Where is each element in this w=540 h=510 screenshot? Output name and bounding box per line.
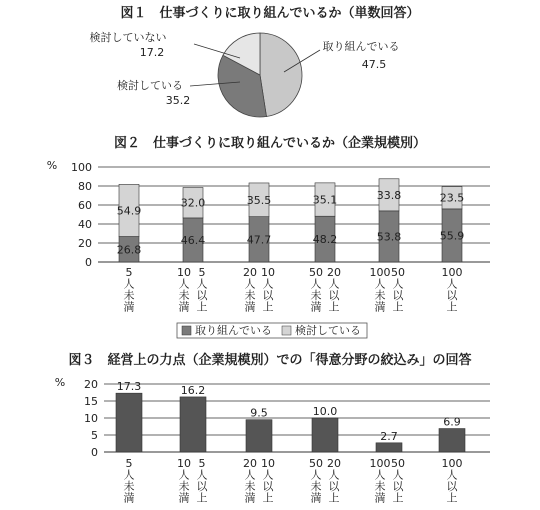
figure2-y-tick-label: 20 (78, 237, 92, 250)
figure2-legend (177, 323, 367, 338)
pie-slices (218, 33, 302, 117)
figure3-x-label-char: 人 (392, 468, 404, 482)
figure3-x-label-char: 20 (243, 457, 257, 470)
figure3-bar (439, 429, 465, 452)
figure3-bar-value: 16.2 (180, 383, 206, 397)
figure2-x-label-char: 人 (262, 277, 274, 291)
figure3-bar-chart (55, 352, 490, 505)
figure2-x-label-char: 上 (328, 300, 340, 314)
figure2-x-label-char: 人 (310, 277, 322, 291)
figure3-x-label-char: 人 (374, 468, 386, 482)
figure3-bar-value: 6.9 (443, 415, 461, 429)
bar-value-considering: 23.5 (439, 191, 465, 205)
figure2-x-label-char: 満 (374, 300, 386, 314)
figure3-x-label-char: 上 (446, 491, 458, 505)
figure2-x-label-char: 50 (309, 266, 323, 279)
figure3-x-label-char: 人 (178, 468, 190, 482)
figure3-x-label-char: 人 (123, 468, 135, 482)
figure2-y-tick-label: 0 (85, 256, 92, 269)
figure3-y-unit: % (54, 376, 66, 389)
legend-label-working: 取り組んでいる (195, 324, 272, 337)
figure3-x-label-char: 以 (328, 480, 340, 493)
figure3-x-label-char: 5 (125, 457, 133, 470)
pie-label-not-considering-text: 検討していない (89, 31, 167, 44)
bar-value-working: 26.8 (116, 243, 142, 257)
bar-value-considering: 35.5 (246, 193, 272, 207)
figure2-x-label-char: 人 (178, 277, 190, 291)
bar-value-working: 46.4 (180, 233, 206, 247)
figure2-x-label-char: 20 (243, 266, 257, 279)
bar-value-considering: 32.0 (180, 196, 206, 210)
figure2-stacked-bar-chart (47, 135, 490, 338)
figure3-x-label-char: 人 (244, 468, 256, 482)
figure3-gridlines (84, 378, 490, 459)
figure3-x-label-char: 上 (328, 491, 340, 505)
pie-label-considering-text: 検討している (117, 79, 183, 92)
figure3-x-label-char: 未 (123, 480, 135, 493)
figure3-x-label-char: 100 (369, 457, 391, 470)
figure2-x-label-char: 上 (446, 300, 458, 314)
figure3-x-label-char: 10 (261, 457, 275, 470)
figure3-bar (312, 418, 338, 452)
figure3-bar (116, 393, 142, 452)
figure3-x-label-char: 以 (262, 480, 274, 493)
figure2-x-label-char: 上 (196, 300, 208, 314)
figure3-y-tick-label: 20 (84, 378, 98, 391)
figure2-x-label-char: 未 (374, 289, 386, 302)
figure1-title: 図１ 仕事づくりに取り組んでいるか（単数回答） (120, 6, 420, 21)
pie-value-not-considering: 17.2 (139, 46, 165, 59)
figure3-x-label-char: 人 (196, 468, 208, 482)
figure3-bar (246, 420, 272, 452)
figure3-x-label-char: 未 (310, 480, 322, 493)
figure3-x-label-char: 上 (196, 491, 208, 505)
figure3-bar-value: 2.7 (380, 429, 398, 443)
figure2-x-labels (124, 266, 463, 314)
figure3-x-label-char: 未 (244, 480, 256, 493)
figure2-y-unit: % (46, 159, 58, 172)
figure2-x-label-char: 人 (244, 277, 256, 291)
pie-slice-working (260, 33, 302, 117)
pie-value-considering: 35.2 (165, 94, 191, 107)
figure2-y-tick-label: 40 (78, 218, 92, 231)
figure3-y-tick-label: 5 (91, 429, 98, 442)
figure2-x-label-char: 満 (178, 300, 190, 314)
figure2-x-label-char: 以 (392, 289, 404, 302)
figure3-x-label-char: 満 (123, 491, 135, 505)
figure3-x-label-char: 人 (328, 468, 340, 482)
figure3-y-tick-label: 15 (84, 395, 98, 408)
figure2-x-label-char: 5 (198, 266, 206, 279)
figure3-x-label-char: 満 (244, 491, 256, 505)
figure2-x-label-char: 以 (446, 289, 458, 302)
figure3-bar (180, 397, 206, 452)
figure2-x-label-char: 5 (125, 266, 133, 279)
figure3-x-label-char: 満 (178, 491, 190, 505)
figure2-x-label-char: 10 (261, 266, 275, 279)
figure3-x-label-char: 満 (374, 491, 386, 505)
bar-value-considering: 54.9 (116, 204, 142, 218)
bar-value-working: 53.8 (376, 230, 402, 244)
figure3-x-label-char: 5 (198, 457, 206, 470)
figure2-x-label-char: 20 (327, 266, 341, 279)
figure2-x-label-char: 人 (123, 277, 135, 291)
figure2-x-label-char: 100 (369, 266, 391, 279)
figure2-x-label-char: 未 (244, 289, 256, 302)
figure3-x-label-char: 50 (309, 457, 323, 470)
figure2-x-label-char: 満 (123, 300, 135, 314)
figure2-y-tick-label: 60 (78, 199, 92, 212)
figure3-title: 図３ 経営上の力点（企業規模別）での「得意分野の絞込み」の回答 (68, 353, 472, 368)
figure3-x-label-char: 未 (374, 480, 386, 493)
figure2-x-label-char: 10 (177, 266, 191, 279)
bar-value-working: 55.9 (439, 229, 465, 243)
figure3-x-label-char: 以 (392, 480, 404, 493)
figure3-x-labels (124, 457, 463, 505)
figure3-x-label-char: 50 (391, 457, 405, 470)
figure2-bars (117, 179, 465, 262)
figure3-x-label-char: 人 (262, 468, 274, 482)
figure2-x-label-char: 人 (374, 277, 386, 291)
figure2-y-tick-label: 100 (71, 161, 92, 174)
pie-value-working: 47.5 (361, 58, 387, 71)
figure2-x-label-char: 人 (196, 277, 208, 291)
figure2-x-label-char: 50 (391, 266, 405, 279)
figure2-x-label-char: 未 (310, 289, 322, 302)
figure1-pie-chart (90, 5, 420, 117)
figure2-x-label-char: 上 (262, 300, 274, 314)
figure2-title: 図２ 仕事づくりに取り組んでいるか（企業規模別） (113, 136, 427, 151)
figure2-x-label-char: 未 (123, 289, 135, 302)
figure3-bar (376, 443, 402, 452)
figure2-x-label-char: 満 (310, 300, 322, 314)
bar-value-considering: 33.8 (376, 188, 402, 202)
legend-label-considering: 検討している (295, 324, 361, 337)
figure3-x-label-char: 上 (392, 491, 404, 505)
figure3-x-label-char: 未 (178, 480, 190, 493)
figure3-x-label-char: 上 (262, 491, 274, 505)
figure3-bar-value: 10.0 (312, 405, 338, 418)
bar-value-working: 48.2 (312, 233, 338, 247)
figure2-x-label-char: 人 (328, 277, 340, 291)
legend-swatch-working (182, 326, 191, 335)
figure2-x-label-char: 以 (262, 289, 274, 302)
figure2-x-label-char: 人 (446, 277, 458, 291)
pie-label-working-text: 取り組んでいる (322, 40, 400, 53)
figure3-x-label-char: 人 (446, 468, 458, 482)
figure2-x-label-char: 以 (328, 289, 340, 302)
figure2-y-tick-label: 80 (78, 180, 92, 193)
figure3-y-tick-label: 0 (91, 446, 98, 459)
bar-value-working: 47.7 (246, 233, 272, 247)
figure3-x-label-char: 以 (446, 480, 458, 493)
bar-value-considering: 35.1 (312, 193, 338, 207)
figure2-x-label-char: 未 (178, 289, 190, 302)
figure3-y-tick-label: 10 (84, 412, 98, 425)
figure3-x-label-char: 満 (310, 491, 322, 505)
figure3-x-label-char: 100 (441, 457, 463, 470)
figure3-x-label-char: 10 (177, 457, 191, 470)
figure2-x-label-char: 人 (392, 277, 404, 291)
figure3-bars (116, 380, 465, 452)
figure3-bar-value: 17.3 (116, 380, 142, 394)
figure3-x-label-char: 20 (327, 457, 341, 470)
figure2-x-label-char: 上 (392, 300, 404, 314)
pie-label-not-considering (90, 30, 241, 59)
figure3-x-label-char: 以 (196, 480, 208, 493)
figure2-x-label-char: 以 (196, 289, 208, 302)
figure3-x-label-char: 人 (310, 468, 322, 482)
figure2-x-label-char: 100 (441, 266, 463, 279)
figure3-bar-value: 9.5 (250, 406, 268, 420)
legend-swatch-considering (282, 326, 291, 335)
figure2-x-label-char: 満 (244, 300, 256, 314)
